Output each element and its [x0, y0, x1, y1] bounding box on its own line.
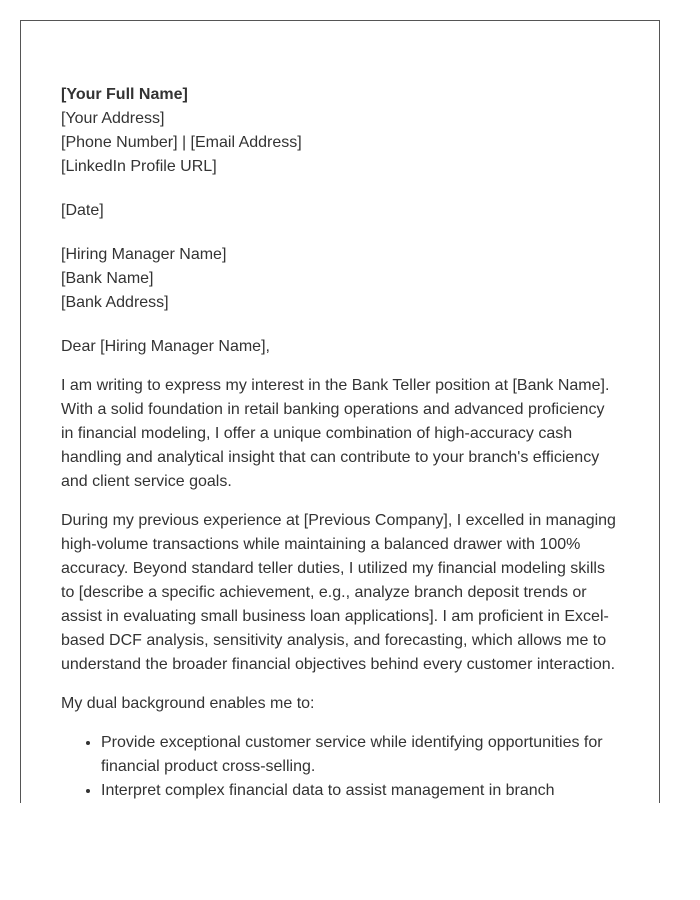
- body-paragraph-3: My dual background enables me to:: [61, 695, 315, 712]
- sender-linkedin: [LinkedIn Profile URL]: [61, 158, 217, 175]
- list-item: • Provide exceptional customer service while identifying opportunities for financial product cross-selling.: [101, 731, 621, 779]
- recipient-manager: [Hiring Manager Name]: [61, 246, 227, 263]
- sender-full-name: [Your Full Name]: [61, 86, 188, 103]
- letter-page: [20, 20, 660, 803]
- salutation-text: Dear [Hiring Manager Name],: [61, 338, 270, 355]
- sender-block: [61, 83, 621, 179]
- sender-contact: [Phone Number] | [Email Address]: [61, 134, 302, 151]
- recipient-bank-name: [Bank Name]: [61, 270, 154, 287]
- letter-content: [61, 83, 621, 803]
- recipient-block: [61, 243, 621, 315]
- skills-list: [61, 731, 621, 803]
- letter-date: [Date]: [61, 202, 104, 219]
- body-paragraph-1: I am writing to express my interest in the Bank Teller position at [Bank Name]. With a solid foundation in retail banking operations and advanced proficiency in financial modeling, I offer a unique combination of high-accuracy cash handling and analytical insight that can contribute to your branch's efficiency and client service goals.: [61, 377, 610, 490]
- salutation: [61, 335, 621, 359]
- list-item: • Interpret complex financial data to assist management in branch: [101, 779, 621, 803]
- recipient-bank-address: [Bank Address]: [61, 294, 169, 311]
- date-block: [61, 199, 621, 223]
- body-paragraph-2: During my previous experience at [Previous Company], I excelled in managing high-volume transactions while maintaining a balanced drawer with 100% accuracy. Beyond standard teller duties, I utilized my financial modeling skills to [describe a specific achievement, e.g., analyze branch deposit trends or assist in evaluating small business loan applications]. I am proficient in Excel-based DCF analysis, sensitivity analysis, and forecasting, which allows me to understand the broader financial objectives behind every customer interaction.: [61, 512, 616, 673]
- sender-address: [Your Address]: [61, 110, 165, 127]
